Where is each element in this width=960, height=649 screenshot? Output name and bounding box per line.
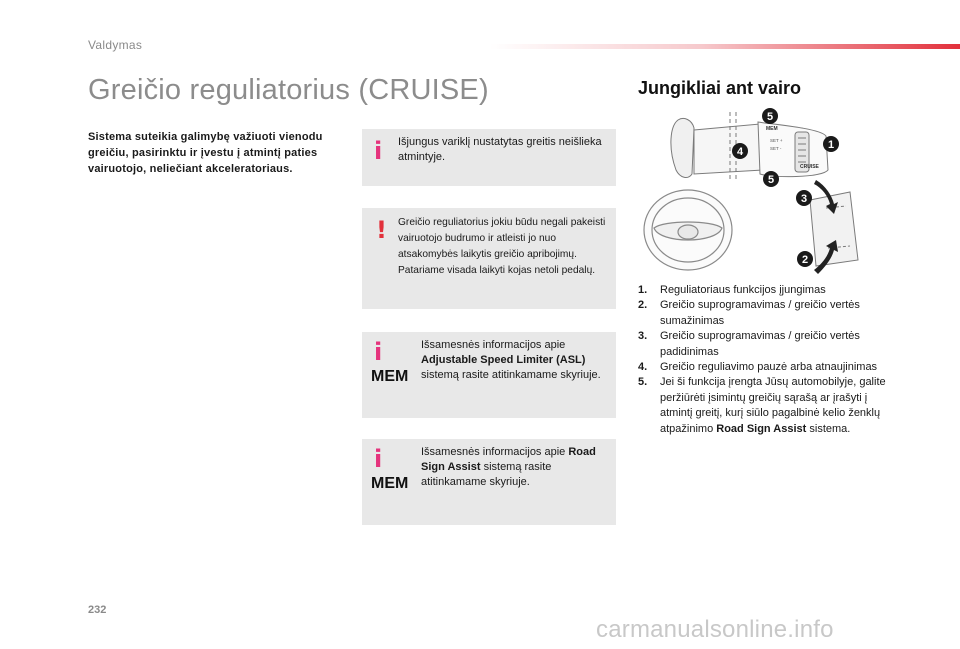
list-number: 2.	[638, 299, 648, 312]
header-stripe	[490, 44, 960, 49]
list-number: 1.	[638, 284, 648, 296]
callout-1: 1	[827, 139, 835, 151]
warning-note-attention	[362, 208, 616, 309]
info-icon: i	[374, 445, 383, 473]
note-text-before: Išsamesnės informacijos apie	[421, 446, 566, 458]
info-note-road-sign-assist	[362, 439, 616, 525]
list-text-after: sistema.	[809, 422, 851, 435]
list-number: 5.	[638, 376, 648, 389]
steering-wheel-illustration	[640, 108, 900, 276]
list-item	[638, 375, 898, 437]
list-item	[638, 360, 898, 375]
set-plus-label: SET +	[770, 138, 783, 143]
page-number: 232	[88, 604, 107, 616]
info-note-engine-off	[362, 129, 616, 186]
note-text-after: sistemą rasite atitinkamame skyriuje.	[421, 461, 552, 488]
set-minus-label: SET -	[770, 146, 782, 151]
list-item	[638, 283, 898, 298]
info-icon: i	[374, 338, 383, 366]
note-text	[421, 338, 609, 383]
switch-legend-list	[638, 283, 898, 437]
list-text: Greičio reguliavimo pauzė arba atnaujinimas	[660, 361, 878, 374]
mem-icon: MEM	[371, 368, 409, 385]
warning-icon: !	[376, 216, 387, 244]
note-text-after: sistemą rasite atitinkamame skyriuje.	[421, 369, 601, 381]
steering-wheel	[644, 190, 732, 270]
note-text	[421, 445, 609, 490]
note-text-bold: Road Sign Assist	[421, 446, 596, 473]
note-text: Išjungus variklį nustatytas greitis neišlieka atmintyje.	[398, 136, 602, 163]
note-text-bold: Adjustable Speed Limiter (ASL)	[421, 354, 586, 366]
mem-label: MEM	[766, 126, 778, 132]
callout-3: 3	[800, 193, 808, 205]
note-text: Greičio reguliatorius jokiu būdu negali pakeisti vairuotojo budrumo ir atleisti jo nuo atsakomybės laikytis greičio apribojimų. Patariame visada laikyti kojas netoli pedalų.	[398, 217, 606, 276]
list-number: 3.	[638, 330, 648, 343]
list-text-before: Jei ši funkcija įrengta Jūsų automobilyje, galite peržiūrėti įsimintų greičių sąrašą ar įrašyti į atmintį greitį, kurį siūlo pagalbinė kelio ženklų atpažinimo	[660, 376, 886, 435]
stalk-detail	[810, 192, 858, 266]
page-title: Greičio reguliatorius (CRUISE)	[88, 74, 489, 106]
callout-5-top: 5	[766, 111, 774, 123]
watermark: carmanualsonline.info	[596, 616, 834, 643]
callout-4: 4	[736, 146, 744, 158]
list-text-bold: Road Sign Assist	[716, 422, 807, 435]
list-item	[638, 298, 898, 329]
list-number: 4.	[638, 361, 648, 374]
info-icon: i	[374, 137, 383, 165]
list-text: Reguliatoriaus funkcijos įjungimas	[660, 284, 826, 296]
info-note-asl	[362, 332, 616, 418]
callout-5-bottom: 5	[767, 174, 775, 186]
section-label: Valdymas	[88, 38, 143, 52]
list-text: Greičio suprogramavimas / greičio vertės padidinimas	[660, 330, 860, 358]
mem-icon: MEM	[371, 475, 409, 492]
list-item	[638, 329, 898, 360]
cruise-label: CRUISE	[800, 164, 819, 170]
intro-text: Sistema suteikia galimybę važiuoti vienodu greičiu, pasirinktu ir įvestu į atmintį paties vairuotojo, neliečiant akceleratoriaus.	[88, 131, 323, 175]
list-text	[660, 375, 898, 437]
note-text-before: Išsamesnės informacijos apie	[421, 339, 566, 351]
callout-2: 2	[801, 254, 809, 266]
steering-switches-title: Jungikliai ant vairo	[638, 78, 802, 98]
list-text: Greičio suprogramavimas / greičio vertės sumažinimas	[660, 299, 860, 327]
